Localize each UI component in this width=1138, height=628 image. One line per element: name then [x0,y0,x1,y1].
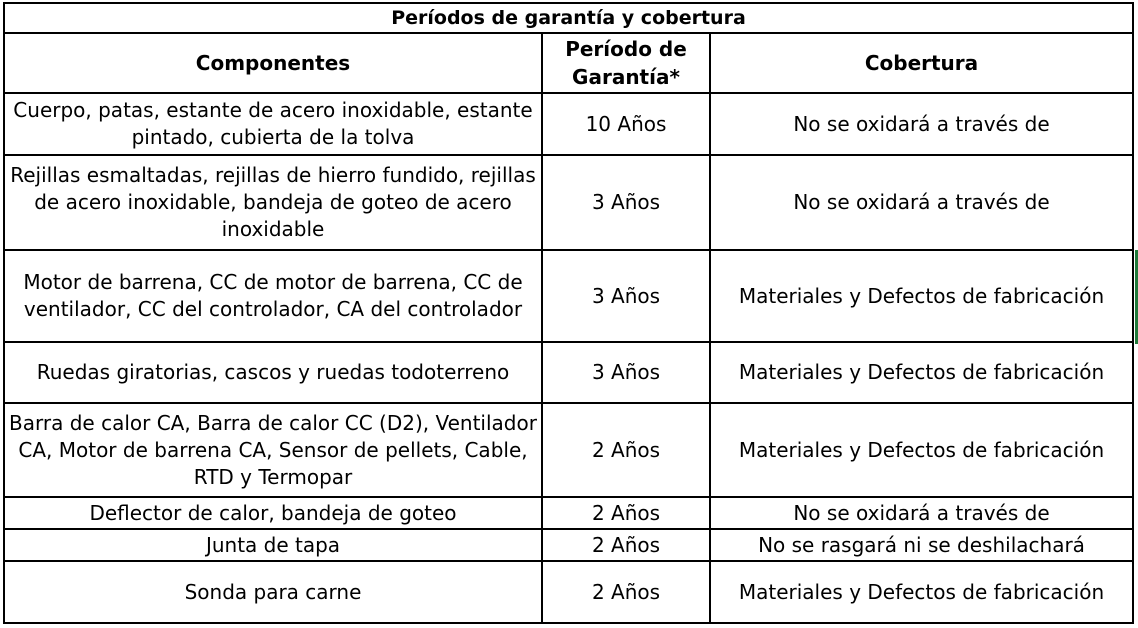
cell-period: 2 Años [542,529,710,561]
cell-coverage: Materiales y Defectos de fabricación [710,250,1133,342]
table-row [4,93,1133,155]
cell-coverage: No se oxidará a través de [710,93,1133,155]
table-row [4,497,1133,529]
table-row [4,403,1133,497]
table-row [4,342,1133,403]
table-row [4,561,1133,623]
cell-coverage: Materiales y Defectos de fabricación [710,403,1133,497]
warranty-table [3,2,1134,624]
cell-components: Sonda para carne [4,561,542,623]
table-row [4,250,1133,342]
cell-components: Junta de tapa [4,529,542,561]
cell-coverage: No se rasgará ni se deshilachará [710,529,1133,561]
header-period: Período de Garantía* [542,33,710,93]
header-components: Componentes [4,33,542,93]
cell-coverage: Materiales y Defectos de fabricación [710,342,1133,403]
cell-period: 3 Años [542,155,710,250]
cell-components: Rejillas esmaltadas, rejillas de hierro fundido, rejillas de acero inoxidable, bandeja de goteo de acero inoxidable [4,155,542,250]
cell-period: 3 Años [542,342,710,403]
table-row [4,529,1133,561]
header-coverage: Cobertura [710,33,1133,93]
cell-period: 3 Años [542,250,710,342]
title-row [4,3,1133,33]
cell-period: 2 Años [542,497,710,529]
cell-components: Deflector de calor, bandeja de goteo [4,497,542,529]
cell-components: Motor de barrena, CC de motor de barrena, CC de ventilador, CC del controlador, CA del controlador [4,250,542,342]
table-title: Períodos de garantía y cobertura [4,3,1133,33]
cell-period: 10 Años [542,93,710,155]
cell-period: 2 Años [542,561,710,623]
cell-coverage: Materiales y Defectos de fabricación [710,561,1133,623]
header-row [4,33,1133,93]
cell-coverage: No se oxidará a través de [710,155,1133,250]
cell-coverage: No se oxidará a través de [710,497,1133,529]
cell-components: Barra de calor CA, Barra de calor CC (D2), Ventilador CA, Motor de barrena CA, Sensor de pellets, Cable, RTD y Termopar [4,403,542,497]
cell-components: Ruedas giratorias, cascos y ruedas todoterreno [4,342,542,403]
cell-period: 2 Años [542,403,710,497]
table-row [4,155,1133,250]
cell-components: Cuerpo, patas, estante de acero inoxidable, estante pintado, cubierta de la tolva [4,93,542,155]
